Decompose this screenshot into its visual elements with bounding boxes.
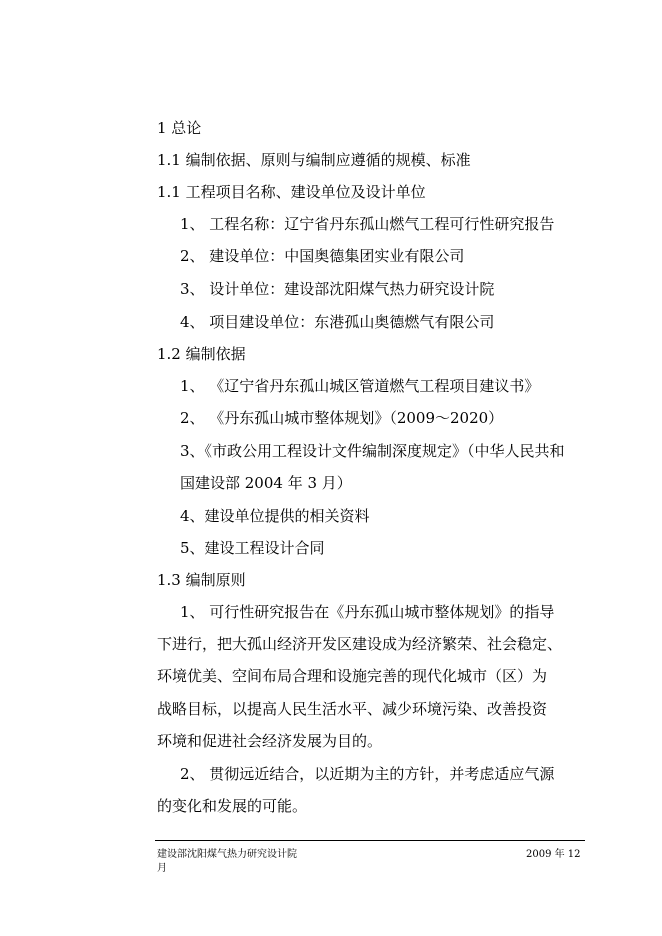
footer-date: 2009 年 12 bbox=[526, 849, 581, 860]
heading-section-1-1: 1.1 编制依据、原则与编制应遵循的规模、标准 bbox=[157, 151, 471, 169]
heading-chapter-1: 1 总论 bbox=[157, 119, 202, 137]
list-item-construction-unit: 2、 建设单位：中国奥德集团实业有限公司 bbox=[180, 247, 465, 265]
principle-1-line-4: 战略目标，以提高人民生活水平、减少环境污染、改善投资 bbox=[157, 700, 548, 718]
principle-1-line-3: 环境优美、空间布局合理和设施完善的现代化城市（区）为 bbox=[157, 667, 548, 685]
principle-1-line-5: 环境和促进社会经济发展为目的。 bbox=[157, 732, 383, 750]
principle-1-line-2: 下进行，把大孤山经济开发区建设成为经济繁荣、社会稳定、 bbox=[157, 635, 563, 653]
heading-subsection-1-1: 1.1 工程项目名称、建设单位及设计单位 bbox=[157, 183, 426, 201]
footer-date-continuation: 月 bbox=[157, 863, 167, 874]
list-item-design-unit: 3、 设计单位：建设部沈阳煤气热力研究设计院 bbox=[180, 280, 495, 298]
list-item-basis-2: 2、 《丹东孤山城市整体规划》（2009～2020） bbox=[180, 409, 504, 427]
footer-divider bbox=[155, 840, 585, 841]
heading-section-1-3: 1.3 编制原则 bbox=[157, 571, 246, 589]
list-item-basis-5: 5、建设工程设计合同 bbox=[180, 539, 325, 557]
principle-1-line-1: 1、 可行性研究报告在《丹东孤山城市整体规划》的指导 bbox=[180, 603, 555, 621]
list-item-basis-1: 1、 《辽宁省丹东孤山城区管道燃气工程项目建议书》 bbox=[180, 377, 540, 395]
heading-section-1-2: 1.2 编制依据 bbox=[157, 345, 246, 363]
list-item-basis-3: 3、《市政公用工程设计文件编制深度规定》（中华人民共和 bbox=[180, 442, 565, 460]
principle-2-line-1: 2、 贯彻远近结合，以近期为主的方针，并考虑适应气源 bbox=[180, 765, 555, 783]
list-item-project-owner: 4、 项目建设单位：东港孤山奥德燃气有限公司 bbox=[180, 313, 495, 331]
list-item-basis-3-cont: 国建设部 2004 年 3 月） bbox=[180, 474, 352, 492]
principle-2-line-2: 的变化和发展的可能。 bbox=[157, 797, 308, 815]
footer-organization: 建设部沈阳煤气热力研究设计院 bbox=[157, 849, 297, 860]
list-item-project-name: 1、 工程名称：辽宁省丹东孤山燃气工程可行性研究报告 bbox=[180, 215, 555, 233]
list-item-basis-4: 4、建设单位提供的相关资料 bbox=[180, 507, 370, 525]
